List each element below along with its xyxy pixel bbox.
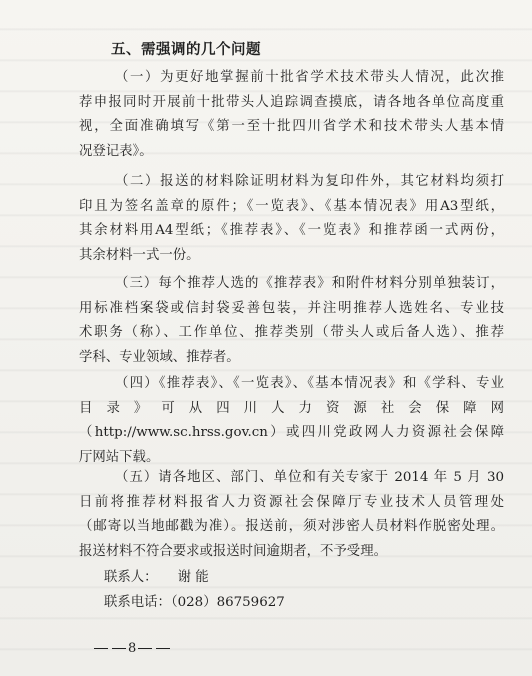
page-number: 8 [128, 641, 137, 656]
paragraph-line: 印且为签名盖章的原件；《一览表》、《基本情况表》用A3型纸， [79, 198, 504, 214]
footer-dash-left [94, 648, 108, 649]
paragraph-line: （五）请各地区、部门、单位和有关专家于 2014 年 5 月 30 [115, 470, 504, 485]
paragraph-line: （一）为更好地掌握前十批省学术技术带头人情况，此次推 [115, 70, 504, 85]
section-heading: 五、需强调的几个问题 [111, 42, 261, 58]
paragraph-4 [79, 372, 504, 470]
paragraph-line: 荐申报同时开展前十批带头人追踪调查摸底，请各地各单位高度重 [79, 94, 504, 110]
paragraph-line: （三）每个推荐人选的《推荐表》和附件材料分别单独装订， [115, 276, 504, 291]
footer-dash-left-2 [112, 648, 126, 649]
contact-person-label: 联系人： [104, 570, 158, 585]
paragraph-line: 视，全面准确填写《第一至十批四川省学术和技术带头人基本情 [79, 119, 504, 134]
paragraph-line: 日前将推荐材料报省人力资源社会保障厅专业技术人员管理处 [79, 494, 504, 510]
paragraph-line: 目 录 》 可 从 四 川 人 力 资 源 社 会 保 障 网 [79, 400, 504, 416]
paragraph-line: （四）《推荐表》、《一览表》、《基本情况表》和《学科、专业 [115, 376, 504, 391]
paragraph-line: 报送材料不符合要求或报送时间逾期者，不予受理。 [79, 543, 387, 559]
contact-person-name: 谢 能 [177, 570, 209, 585]
paragraph-line: （邮寄以当地邮戳为准）。报送前，须对涉密人员材料作脱密处理。 [79, 519, 504, 534]
paragraph-5 [79, 466, 504, 564]
paragraph-line: 其余材料用A4型纸；《推荐表》、《一览表》和推荐函一式两份， [79, 223, 504, 238]
paragraph-line: 学科、专业领域、推荐者。 [79, 349, 240, 365]
paragraph-3 [79, 272, 504, 370]
contact-phone [104, 591, 285, 610]
footer-dash-right [138, 648, 152, 649]
contact-person [104, 566, 209, 585]
paragraph-line: 术职务（称）、工作单位、推荐类别（带头人或后备人选）、推荐 [79, 325, 504, 340]
footer-dash-right-2 [156, 648, 170, 649]
paragraph-line: （http://www.sc.hrss.gov.cn）或四川党政网人力资源社会保障 [79, 425, 504, 440]
paragraph-line: 厅网站下载。 [79, 449, 160, 465]
contact-phone-label: 联系电话： [104, 595, 171, 610]
paragraph-line: 况登记表》。 [79, 143, 153, 159]
paragraph-2 [79, 170, 504, 268]
page-footer [92, 641, 172, 656]
paragraph-line: 用标准档案袋或信封袋妥善包装，并注明推荐人选姓名、专业技 [79, 300, 504, 316]
contact-phone-value: （028）86759627 [170, 595, 285, 610]
paragraph-1 [79, 66, 504, 164]
paragraph-line: （二）报送的材料除证明材料为复印件外，其它材料均须打 [115, 174, 504, 189]
paragraph-line: 其余材料一式一份。 [79, 247, 200, 263]
